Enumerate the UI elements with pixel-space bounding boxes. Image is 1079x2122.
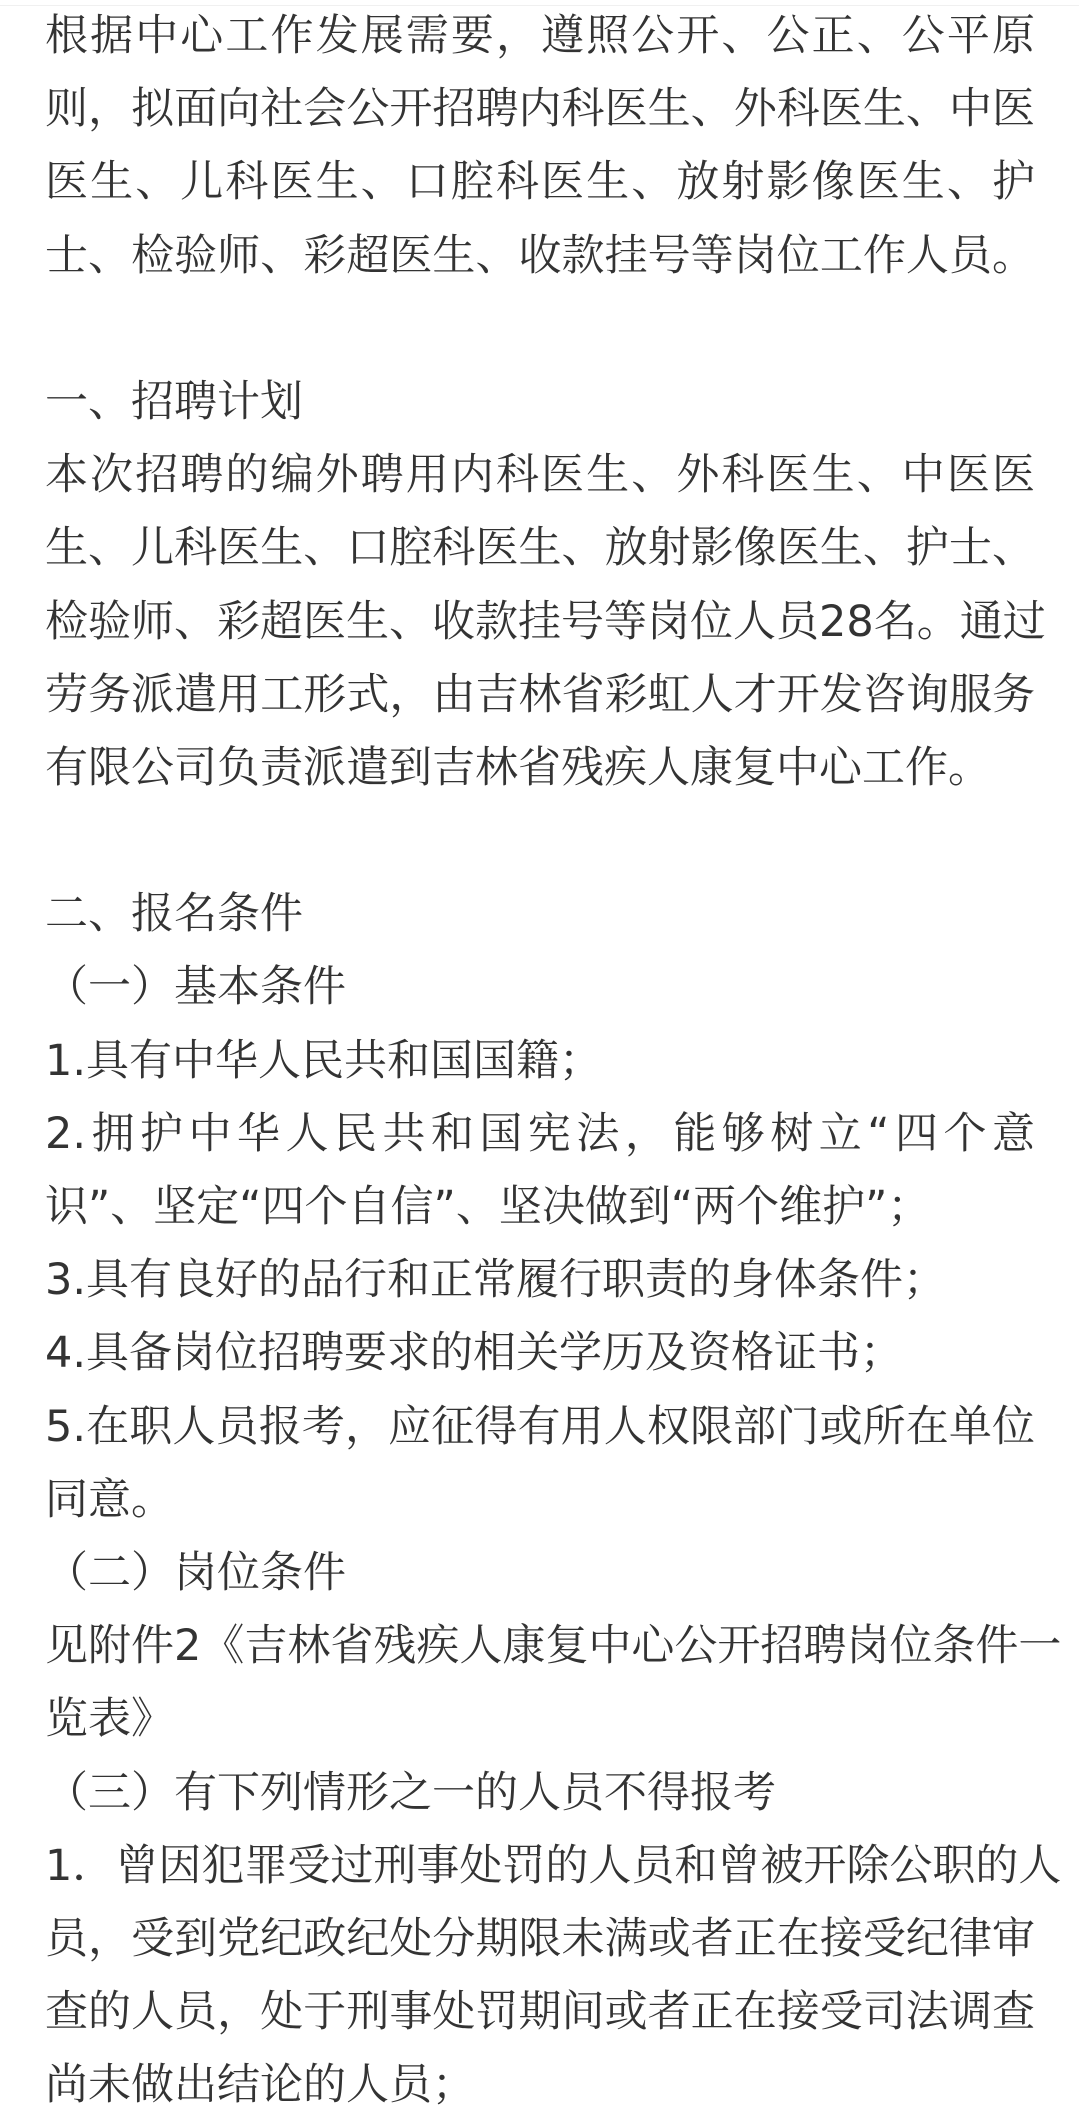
list-item-continuation: 查的人员，处于刑事处罚期间或者正在接受司法调查 [45,1976,1035,2049]
subsection-heading: （三）有下列情形之一的人员不得报考 [45,1757,1035,1830]
list-item: 5.在职人员报考，应征得有用人权限部门或所在单位 [45,1391,1035,1464]
text-line: 劳务派遣用工形式，由吉林省彩虹人才开发咨询服务 [45,659,1035,732]
article-body [45,0,1035,2122]
subsection-heading: （一）基本条件 [45,951,1035,1024]
text-line: 根据中心工作发展需要，遵照公开、公正、公平原 [45,0,1035,73]
intro-paragraph [45,0,1035,293]
list-item: 1．曾因犯罪受过刑事处罚的人员和曾被开除公职的人 [45,1830,1035,1903]
list-item: 4.具备岗位招聘要求的相关学历及资格证书； [45,1317,1035,1390]
paragraph-spacer [45,805,1035,878]
text-line: 生、儿科医生、口腔科医生、放射影像医生、护士、 [45,512,1035,585]
section-heading: 二、报名条件 [45,878,1035,951]
text-line: 见附件2《吉林省残疾人康复中心公开招聘岗位条件一 [45,1610,1035,1683]
section-application-conditions [45,878,1035,2122]
list-item: 3.具有良好的品行和正常履行职责的身体条件； [45,1244,1035,1317]
text-line: 览表》 [45,1683,1035,1756]
subsection-heading: （二）岗位条件 [45,1537,1035,1610]
text-line: 有限公司负责派遣到吉林省残疾人康复中心工作。 [45,732,1035,805]
section-recruitment-plan [45,366,1035,805]
text-line: 检验师、彩超医生、收款挂号等岗位人员28名。通过 [45,586,1035,659]
list-item-continuation: 尚未做出结论的人员； [45,2049,1035,2122]
paragraph-spacer [45,293,1035,366]
text-line: 医生、儿科医生、口腔科医生、放射影像医生、护 [45,146,1035,219]
list-item: 1.具有中华人民共和国国籍； [45,1025,1035,1098]
text-line: 士、检验师、彩超医生、收款挂号等岗位工作人员。 [45,220,1035,293]
subsection-basic-conditions [45,951,1035,1537]
section-heading: 一、招聘计划 [45,366,1035,439]
text-line: 则，拟面向社会公开招聘内科医生、外科医生、中医 [45,73,1035,146]
list-item-continuation: 同意。 [45,1464,1035,1537]
subsection-position-conditions [45,1537,1035,1757]
list-item-continuation: 识”、坚定“四个自信”、坚决做到“两个维护”； [45,1171,1035,1244]
list-item: 2.拥护中华人民共和国宪法，能够树立“四个意 [45,1098,1035,1171]
list-item-continuation: 员，受到党纪政纪处分期限未满或者正在接受纪律审 [45,1903,1035,1976]
subsection-ineligible [45,1757,1035,2122]
text-line: 本次招聘的编外聘用内科医生、外科医生、中医医 [45,439,1035,512]
